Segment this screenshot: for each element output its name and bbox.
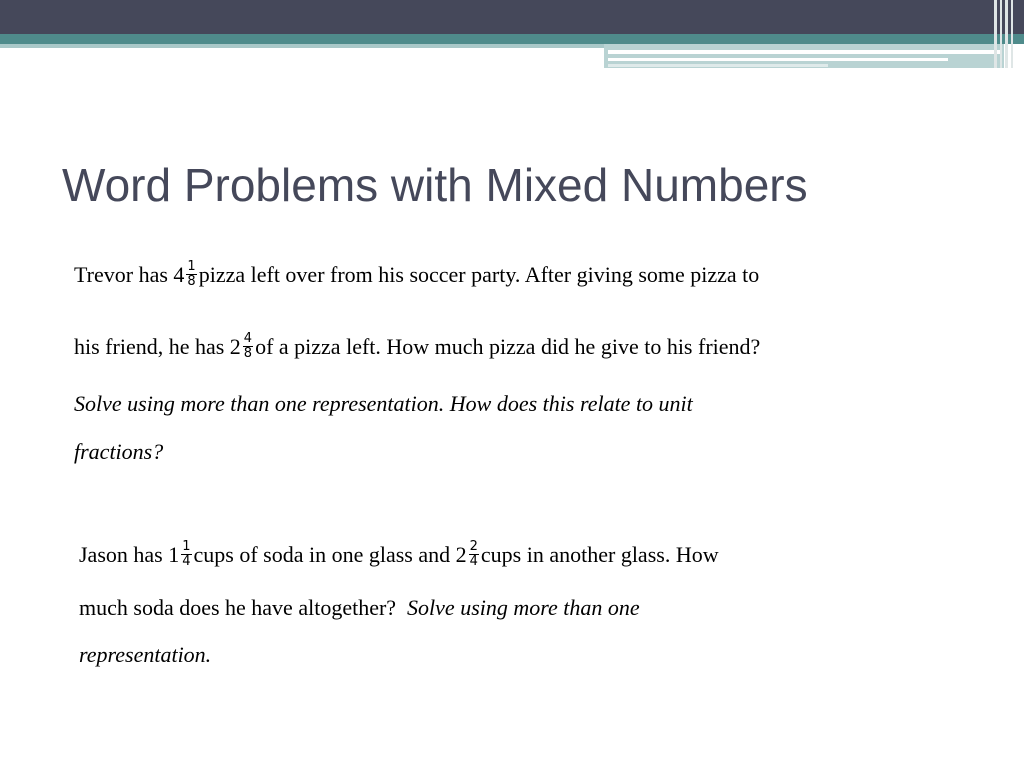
header-stripe: [1011, 0, 1013, 68]
header-stripe: [994, 0, 997, 68]
fraction-four-eighths: [243, 332, 253, 361]
problem1-line4: fractions?: [74, 439, 164, 464]
fraction-numerator: 2: [469, 539, 478, 555]
fraction-numerator: 1: [182, 539, 191, 555]
fraction-denominator: 4: [182, 554, 191, 570]
problem2-line2: [79, 595, 640, 621]
problem1-line3: Solve using more than one representation. How does this relate to unit: [74, 391, 693, 416]
problem2-text: much soda does he have altogether?: [79, 595, 408, 620]
fraction-one-quarter: [181, 540, 191, 569]
slide-title: Word Problems with Mixed Numbers: [62, 159, 808, 211]
header-band-teal: [0, 34, 1024, 44]
problem2-line1: [79, 539, 719, 571]
header-stripe: [1000, 0, 1002, 68]
fraction-denominator: 8: [243, 346, 253, 362]
fraction-two-quarters: [469, 540, 479, 569]
fraction-one-eighth: [186, 260, 196, 289]
problem2-text: cups of soda in one glass and 2: [193, 542, 467, 567]
problem1-text: his friend, he has 2: [74, 334, 241, 359]
problem1-text: Trevor has 4: [74, 262, 185, 287]
problem1-line1: [74, 259, 760, 291]
fraction-numerator: 4: [243, 331, 253, 347]
header-stripes: [990, 0, 1024, 68]
problem2-text: Jason has 1: [79, 542, 180, 567]
header-right-line: [608, 58, 948, 61]
header-right-line: [608, 50, 1000, 54]
fraction-numerator: 1: [187, 259, 196, 275]
fraction-denominator: 4: [469, 554, 478, 570]
problem2-text: cups in another glass. How: [480, 542, 719, 567]
header-band-dark: [0, 0, 1024, 34]
header-right-line: [608, 64, 828, 67]
header-band-teal-light: [0, 44, 604, 48]
problem2-line3: representation.: [79, 642, 212, 667]
problem1-line2: [74, 331, 761, 363]
problem2-text-italic: Solve using more than one: [407, 595, 640, 620]
fraction-denominator: 8: [187, 274, 196, 290]
problem1-text: of a pizza left. How much pizza did he give to his friend?: [255, 334, 761, 359]
header-stripe: [1005, 0, 1008, 68]
problem1-text: pizza left over from his soccer party. After giving some pizza to: [198, 262, 760, 287]
